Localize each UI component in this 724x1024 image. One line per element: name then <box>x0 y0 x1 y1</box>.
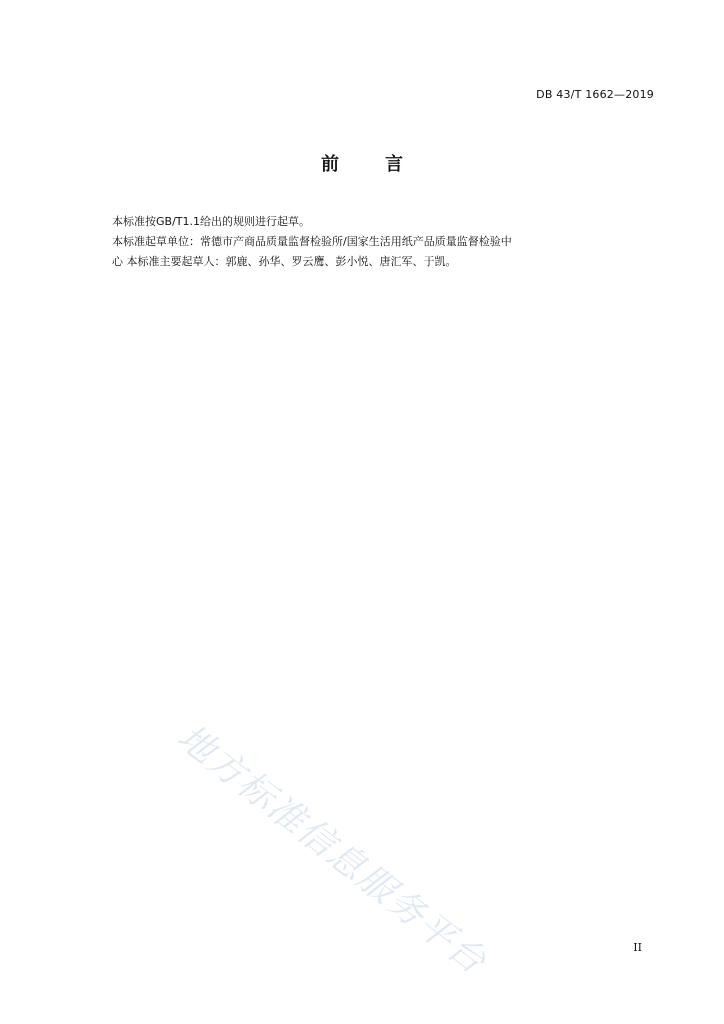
standard-code: DB 43/T 1662—2019 <box>536 88 654 101</box>
page-number: II <box>633 941 642 954</box>
page-title <box>0 150 724 176</box>
title-char-2: 言 <box>385 154 403 175</box>
watermark: 地方标准信息服务平台 <box>169 716 495 983</box>
preface-line-3: 心 本标准主要起草人：郭鹿、孙华、罗云鹰、彭小悦、唐汇军、于凯。 <box>112 255 457 268</box>
preface-line-1: 本标准按GB/T1.1给出的规则进行起草。 <box>112 215 310 228</box>
preface-line-2: 本标准起草单位：常德市产商品质量监督检验所/国家生活用纸产品质量监督检验中 <box>112 235 512 248</box>
title-char-1: 前 <box>321 154 339 175</box>
preface-body <box>112 212 592 272</box>
